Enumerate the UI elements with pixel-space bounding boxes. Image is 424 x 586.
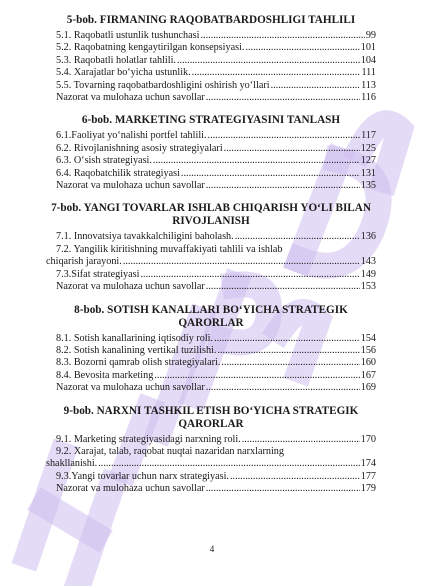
dot-leader <box>200 30 364 42</box>
toc-entry <box>46 333 376 345</box>
toc-entry-page: 153 <box>360 281 376 293</box>
toc-entry-label: Nazorat va mulohaza uchun savollar <box>56 180 205 192</box>
toc-entry-page: 125 <box>360 142 376 154</box>
toc-entry-page: 127 <box>360 155 376 167</box>
dot-leader <box>221 357 359 369</box>
toc-entry-label: 6.2. Rivojlanishning asosiy strategiyalari <box>56 142 223 154</box>
toc-entry-label: 5.3. Raqobatli holatlar tahlili. <box>56 54 176 66</box>
toc-entry-page: 116 <box>361 92 376 104</box>
toc-entry-page: 136 <box>360 231 376 243</box>
dot-leader <box>242 434 360 446</box>
toc-entry-page: 111 <box>361 67 376 79</box>
dot-leader <box>192 67 361 79</box>
toc-entry-label: Nazorat va mulohaza uchun savollar <box>56 382 205 394</box>
toc-entry-line: 9.2. Xarajat, talab, raqobat nuqtai nazaridan narxlarning <box>56 445 284 457</box>
toc-entry <box>46 168 376 180</box>
toc-entry <box>46 143 376 155</box>
toc-entry-label: Nazorat va mulohaza uchun savollar <box>56 483 205 495</box>
toc-entry <box>46 256 376 268</box>
toc-entry <box>46 483 376 495</box>
toc-entry <box>46 80 376 92</box>
toc-entry-label: 8.1. Sotish kanallarining iqtisodiy roli. <box>56 332 214 344</box>
toc-entry-page: 117 <box>361 130 376 142</box>
toc-entry-label: 5.2. Raqobatning kengaytirilgan konsepsiyasi. <box>56 42 245 54</box>
toc-entry-page: 156 <box>360 344 376 356</box>
dot-leader <box>206 92 360 104</box>
table-of-contents <box>46 14 376 496</box>
toc-entry-page: 174 <box>360 458 376 470</box>
toc-entry <box>46 67 376 79</box>
toc-entry-label: 6.1.Faoliyat yo‘nalishi portfel tahlili. <box>56 130 207 142</box>
chapter-title: 6-bob. MARKETING STRATEGIYASINI TANLASH <box>81 114 341 127</box>
toc-entry-page: 113 <box>361 79 376 91</box>
dot-leader <box>206 281 360 293</box>
toc-entry-page: 167 <box>360 369 376 381</box>
toc-entry-label: Nazorat va mulohaza uchun savollar <box>56 92 205 104</box>
toc-entry-label: 7.1. Innovatsiya tavakkalchiligini baholash. <box>56 231 234 243</box>
toc-entry-page: 170 <box>360 433 376 445</box>
toc-entry <box>46 92 376 104</box>
toc-entry-label: 8.3. Bozorni qamrab olish strategiyalari. <box>56 357 221 369</box>
toc-entry-label: 6.4. Raqobatchilik strategiyasi <box>56 167 180 179</box>
chapter-title: 8-bob. SOTISH KANALLARI BO‘YICHA STRATEGIK QARORLAR <box>74 303 348 329</box>
toc-entry <box>46 155 376 167</box>
toc-entry <box>46 345 376 357</box>
toc-entry-label: 7.3.Sifat strategiyasi <box>56 268 140 280</box>
toc-entry-page: 143 <box>360 256 376 268</box>
toc-entry-label: 9.1. Marketing strategiyasidagi narxning roli. <box>56 433 241 445</box>
dot-leader <box>230 471 360 483</box>
dot-leader <box>206 483 360 495</box>
toc-entry <box>46 180 376 192</box>
dot-leader <box>235 231 360 243</box>
dot-leader <box>224 143 360 155</box>
toc-entry <box>46 281 376 293</box>
toc-entry <box>46 357 376 369</box>
dot-leader <box>140 269 359 281</box>
dot-leader <box>208 130 361 142</box>
toc-entry <box>46 130 376 142</box>
toc-entry-label: 8.2. Sotish kanalining vertikal tuzilishi. <box>56 344 217 356</box>
dot-leader <box>123 256 360 268</box>
dot-leader <box>271 80 361 92</box>
dot-leader <box>206 180 360 192</box>
toc-entry-label: 8.4. Bevosita marketing <box>56 369 154 381</box>
toc-entry <box>46 471 376 483</box>
toc-entry <box>46 30 376 42</box>
toc-entry-page: 179 <box>360 483 376 495</box>
chapter-title: 9-bob. NARXNI TASHKIL ETISH BO‘YICHA STRATEGIK QARORLAR <box>63 404 359 430</box>
toc-entry <box>46 382 376 394</box>
dot-leader <box>217 345 359 357</box>
toc-entry-page: 99 <box>365 30 376 41</box>
toc-entry <box>46 458 376 470</box>
toc-entry-page: 104 <box>360 54 376 66</box>
toc-entry-label: 5.1. Raqobatli ustunlik tushunchasi <box>56 30 200 41</box>
toc-entry-label: 5.4. Xarajatlar bo‘yicha ustunlik. <box>56 67 191 79</box>
toc-entry-page: 169 <box>360 382 376 394</box>
dot-leader <box>177 55 360 67</box>
toc-entry <box>46 231 376 243</box>
toc-entry <box>46 434 376 446</box>
toc-entry <box>46 55 376 67</box>
dot-leader <box>206 382 360 394</box>
toc-entry-page: 154 <box>360 332 376 344</box>
dot-leader <box>245 42 359 54</box>
toc-entry <box>46 370 376 382</box>
toc-entry-page: 177 <box>360 470 376 482</box>
dot-leader <box>98 458 360 470</box>
page-number: 4 <box>209 544 215 554</box>
dot-leader <box>181 168 360 180</box>
toc-entry-page: 135 <box>360 180 376 192</box>
toc-entry-label: Nazorat va mulohaza uchun savollar <box>56 281 205 293</box>
dot-leader <box>154 370 359 382</box>
toc-entry-page: 131 <box>360 167 376 179</box>
dot-leader <box>214 333 360 345</box>
toc-entry-label: 9.3.Yangi tovarlar uchun narx strategiyasi. <box>56 470 229 482</box>
toc-entry-page: 160 <box>360 357 376 369</box>
toc-entry-line: 7.2. Yangilik kiritishning muvaffakiyati tahlili va ishlab <box>56 243 283 255</box>
toc-entry <box>46 42 376 54</box>
toc-entry-label: chiqarish jarayoni. <box>46 256 122 268</box>
toc-entry-label: 6.3. O‘sish strategiyasi. <box>56 155 152 167</box>
toc-entry-page: 149 <box>360 268 376 280</box>
toc-entry-label: shakllanishi. <box>46 458 98 470</box>
chapter-title: 7-bob. YANGI TOVARLAR ISHLAB CHIQARISH YO‘LI BILAN RIVOJLANISH <box>51 202 371 228</box>
toc-entry-page: 101 <box>360 42 376 54</box>
toc-entry <box>46 269 376 281</box>
toc-entry-label: 5.5. Tovarning raqobatbardoshligini oshirish yo‘llari <box>56 79 270 91</box>
dot-leader <box>153 155 360 167</box>
chapter-title: 5-bob. FIRMANING RAQOBATBARDOSHLIGI TAHLILI <box>66 14 356 26</box>
